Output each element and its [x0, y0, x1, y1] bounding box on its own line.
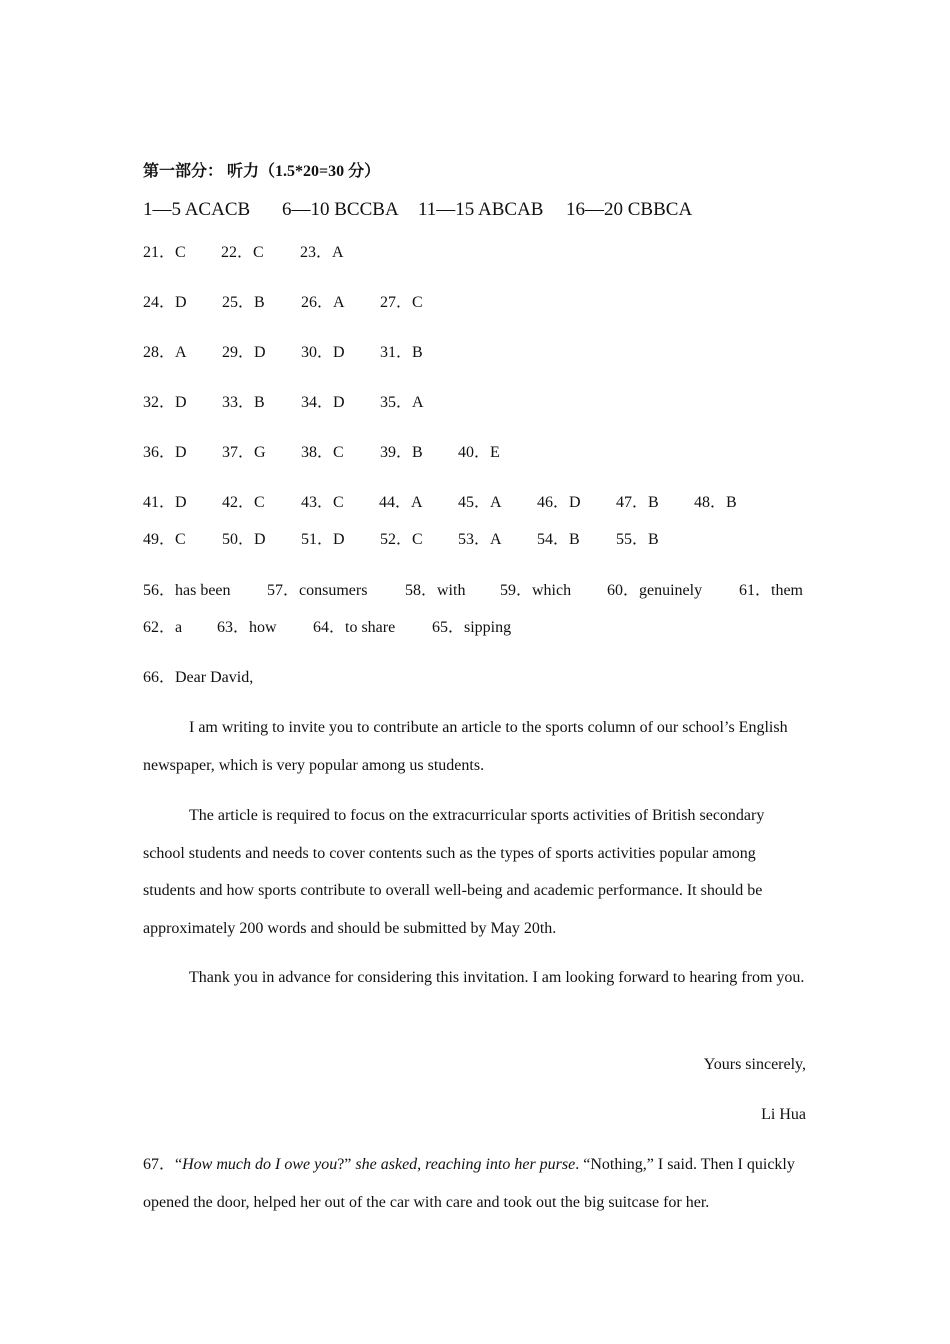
letter-paragraph-3: Thank you in advance for considering this invitation. I am looking forward to hearing from you. [189, 969, 805, 986]
letter-paragraph-2: The article is required to focus on the extracurricular sports activities of British secondary school students and needs to cover contents such as the types of sports activities popular among students and how sports contribute to overall well-being and academic performance. It should be approximately 200 words and should be submitted by May 20th. [143, 807, 765, 937]
answer-32: 32．D [143, 394, 187, 411]
letter-salutation: 66．Dear David, [143, 669, 254, 686]
answer-28: 28．A [143, 344, 187, 361]
listening-answer-1-5: 1—5 ACACB [143, 199, 251, 220]
answer-45: 45．A [458, 494, 502, 511]
answer-36: 36．D [143, 444, 187, 461]
answer-25: 25．B [222, 294, 265, 311]
answer-34: 34．D [301, 394, 345, 411]
answer-44: 44．A [379, 494, 423, 511]
letter-paragraph-1: I am writing to invite you to contribute an article to the sports column of our school’s English newspaper, which is very popular among us students. [143, 719, 788, 774]
question-67-narration: she asked, reaching into her purse [355, 1156, 576, 1173]
answer-65: 65．sipping [432, 619, 512, 636]
answer-30: 30．D [301, 344, 345, 361]
answer-29: 29．D [222, 344, 266, 361]
listening-answer-16-20: 16—20 CBBCA [566, 199, 693, 220]
question-67-quote-end: ?” [337, 1156, 356, 1173]
answer-51: 51．D [301, 531, 345, 548]
answer-43: 43．C [301, 494, 344, 511]
answer-26: 26．A [301, 294, 345, 311]
answer-41: 41．D [143, 494, 187, 511]
answer-37: 37．G [222, 444, 266, 461]
answer-23: 23．A [300, 244, 344, 261]
answer-27: 27．C [380, 294, 423, 311]
answer-60: 60．genuinely [607, 582, 703, 599]
answer-63: 63．how [217, 619, 277, 636]
question-67-paragraph [143, 1146, 806, 1221]
answer-61: 61．them [739, 582, 803, 599]
letter-signature: Li Hua [761, 1106, 806, 1123]
answer-47: 47．B [616, 494, 659, 511]
answer-50: 50．D [222, 531, 266, 548]
answer-56: 56．has been [143, 582, 231, 599]
question-67-quote: How much do I owe you [182, 1156, 338, 1173]
section-heading: 第一部分： 听力（1.5*20=30 分） [143, 163, 381, 180]
answer-40: 40．E [458, 444, 500, 461]
answer-49: 49．C [143, 531, 186, 548]
answer-33: 33．B [222, 394, 265, 411]
answer-38: 38．C [301, 444, 344, 461]
answer-31: 31．B [380, 344, 423, 361]
answer-39: 39．B [380, 444, 423, 461]
answer-35: 35．A [380, 394, 424, 411]
answer-59: 59．which [500, 582, 572, 599]
listening-answer-6-10: 6—10 BCCBA [282, 199, 399, 220]
answer-54: 54．B [537, 531, 580, 548]
listening-answer-11-15: 11—15 ABCAB [418, 199, 544, 220]
answer-21: 21．C [143, 244, 186, 261]
answer-58: 58．with [405, 582, 466, 599]
answer-46: 46．D [537, 494, 581, 511]
answer-52: 52．C [380, 531, 423, 548]
answer-57: 57．consumers [267, 582, 368, 599]
question-67-number: 67．“ [143, 1156, 183, 1173]
answer-42: 42．C [222, 494, 265, 511]
answer-64: 64．to share [313, 619, 396, 636]
answer-24: 24．D [143, 294, 187, 311]
letter-closing: Yours sincerely, [703, 1056, 806, 1073]
answer-62: 62．a [143, 619, 183, 636]
answer-22: 22．C [221, 244, 264, 261]
answer-48: 48．B [694, 494, 737, 511]
question-67-rest: . “Nothing,” I said. Then I quickly opened the door, helped her out of the car with care and took out the big suitcase for her. [143, 1156, 795, 1211]
answer-55: 55．B [616, 531, 659, 548]
answer-53: 53．A [458, 531, 502, 548]
